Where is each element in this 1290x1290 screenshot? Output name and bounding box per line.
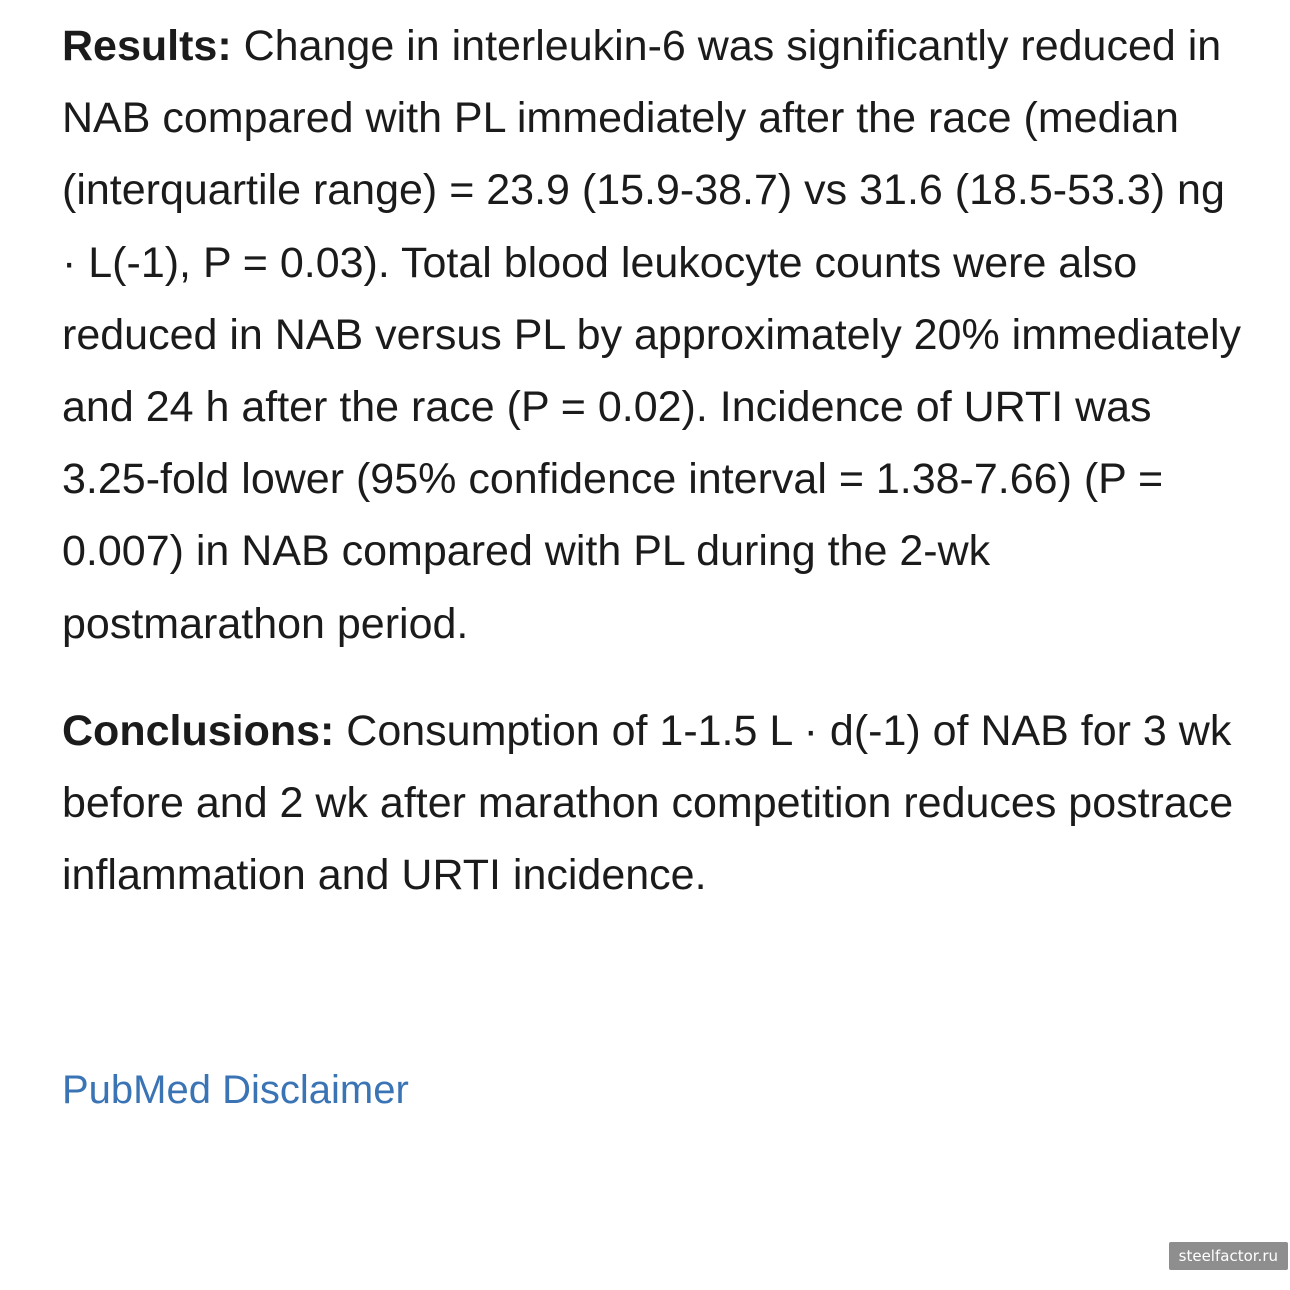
- results-paragraph: [62, 10, 1242, 660]
- pubmed-disclaimer-link[interactable]: PubMed Disclaimer: [62, 1068, 409, 1112]
- conclusions-text: Consumption of 1-1.5 L · d(-1) of NAB for 3 wk before and 2 wk after marathon competition reduces postrace inflammation and URTI incidence.: [62, 706, 1234, 900]
- results-label: Results:: [62, 22, 232, 70]
- conclusions-paragraph: [62, 695, 1242, 912]
- watermark-badge: steelfactor.ru: [1169, 1242, 1288, 1270]
- abstract-section: [62, 10, 1242, 911]
- results-text: Change in interleukin-6 was significantly reduced in NAB compared with PL immediately after the race (median (interquartile range) = 23.9 (15.9-38.7) vs 31.6 (18.5-53.3) ng · L(-1), P = 0.03). Total blood leukocyte counts were also reduced in NAB versus PL by approximately 20% immediately and 24 h after the race (P = 0.02). Incidence of URTI was 3.25-fold lower (95% confidence interval = 1.38-7.66) (P = 0.007) in NAB compared with PL during the 2-wk postmarathon period.: [62, 22, 1242, 648]
- conclusions-label: Conclusions:: [62, 706, 335, 755]
